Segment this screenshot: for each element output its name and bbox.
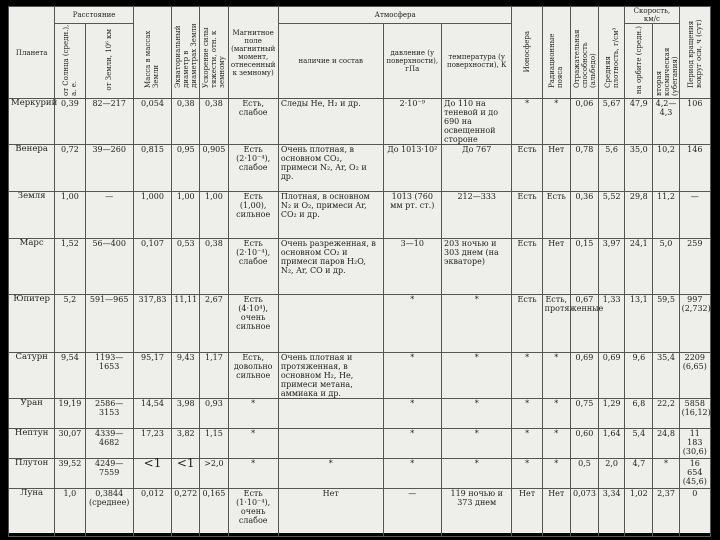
- cell-gravity: 0,93: [200, 399, 228, 429]
- header-diameter: Экваториальный диаметр в диаметрах Земли: [172, 7, 200, 99]
- header-albedo: Отражательная способность (альбедо): [570, 7, 598, 99]
- cell-gravity: 1,00: [200, 192, 228, 239]
- cell-composition: Очень разреженная, в основном CO₂ и примеси паров H₂O, N₂, Ar, CO и др.: [278, 239, 383, 295]
- cell-radiation: Есть: [542, 192, 570, 239]
- header-atm-composition: наличие и состав: [278, 24, 383, 99]
- header-row-top: [9, 7, 711, 24]
- table-row: [9, 99, 711, 145]
- cell-dist-sun: 9,54: [55, 353, 85, 399]
- cell-diameter: 11,11: [172, 295, 200, 353]
- cell-escape-speed: 2,37: [653, 489, 679, 537]
- header-magnetic-field: Магнитное поле (магнитный момент, отнесенный к земному): [228, 7, 278, 99]
- header-dist-sun: от Солнца (средн.), а. е.: [55, 24, 85, 99]
- cell-rotation: 5858 (16,12): [679, 399, 710, 429]
- cell-radiation: *: [542, 353, 570, 399]
- cell-escape-speed: 10,2: [653, 145, 679, 192]
- cell-magnetic: Есть (2·10⁻⁴), слабое: [228, 145, 278, 192]
- cell-escape-speed: 4,2—4,3: [653, 99, 679, 145]
- header-gravity: Ускорение силы тяжести, отн. к земному: [200, 7, 228, 99]
- cell-magnetic: *: [228, 399, 278, 429]
- cell-rotation: 0: [679, 489, 710, 537]
- header-dist-earth: от Земли, 10⁶ км: [85, 24, 133, 99]
- cell-dist-earth: 56—400: [85, 239, 133, 295]
- cell-planet: Сатурн: [9, 353, 55, 399]
- cell-magnetic: Есть (1·10⁻⁴), очень слабое: [228, 489, 278, 537]
- cell-albedo: 0,75: [570, 399, 598, 429]
- cell-pressure: —: [383, 489, 441, 537]
- cell-gravity: 2,67: [200, 295, 228, 353]
- cell-density: 5,52: [599, 192, 625, 239]
- cell-dist-earth: 4339—4682: [85, 429, 133, 459]
- table-row: [9, 399, 711, 429]
- cell-density: 1,33: [599, 295, 625, 353]
- cell-mass: 0,054: [133, 99, 171, 145]
- cell-density: 1,64: [599, 429, 625, 459]
- cell-composition: [278, 399, 383, 429]
- cell-diameter: 9,43: [172, 353, 200, 399]
- cell-mass: 17,23: [133, 429, 171, 459]
- cell-composition: Плотная, в основном N₂ и O₂, примеси Ar, CO₂ и др.: [278, 192, 383, 239]
- cell-ionosphere: Есть: [512, 239, 542, 295]
- cell-planet: Марс: [9, 239, 55, 295]
- cell-planet: Венера: [9, 145, 55, 192]
- cell-escape-speed: 35,4: [653, 353, 679, 399]
- cell-temperature: *: [441, 353, 511, 399]
- cell-orbital-speed: 24,1: [625, 239, 653, 295]
- cell-density: 5,67: [599, 99, 625, 145]
- cell-magnetic: Есть (1,00), сильное: [228, 192, 278, 239]
- cell-escape-speed: 22,2: [653, 399, 679, 429]
- cell-diameter: 0,272: [172, 489, 200, 537]
- planet-data-table: [8, 6, 711, 537]
- cell-pressure: *: [383, 429, 441, 459]
- cell-composition: [278, 295, 383, 353]
- cell-density: 2,0: [599, 459, 625, 489]
- cell-planet: Земля: [9, 192, 55, 239]
- cell-mass: 0,107: [133, 239, 171, 295]
- cell-pressure: *: [383, 399, 441, 429]
- cell-radiation: Нет: [542, 145, 570, 192]
- cell-albedo: 0,5: [570, 459, 598, 489]
- cell-pressure: *: [383, 295, 441, 353]
- cell-albedo: 0,36: [570, 192, 598, 239]
- cell-rotation: 11 183 (30,6): [679, 429, 710, 459]
- cell-ionosphere: Есть: [512, 192, 542, 239]
- cell-rotation: 106: [679, 99, 710, 145]
- cell-gravity: 0,38: [200, 99, 228, 145]
- cell-planet: Нептун: [9, 429, 55, 459]
- cell-density: 1,29: [599, 399, 625, 429]
- cell-gravity: 0,38: [200, 239, 228, 295]
- cell-albedo: 0,67: [570, 295, 598, 353]
- cell-temperature: До 110 на теневой и до 690 на освещенной стороне: [441, 99, 511, 145]
- cell-composition: [278, 429, 383, 459]
- cell-escape-speed: 59,5: [653, 295, 679, 353]
- cell-mass: 1,000: [133, 192, 171, 239]
- cell-dist-earth: 1193—1653: [85, 353, 133, 399]
- cell-radiation: *: [542, 99, 570, 145]
- cell-dist-earth: 4249—7559: [85, 459, 133, 489]
- cell-mass: 0,815: [133, 145, 171, 192]
- cell-albedo: 0,78: [570, 145, 598, 192]
- header-atm-temperature: температура (у поверхности), К: [441, 24, 511, 99]
- planet-data-table-sheet: [8, 6, 711, 533]
- cell-orbital-speed: 6,8: [625, 399, 653, 429]
- cell-dist-sun: 39,52: [55, 459, 85, 489]
- cell-dist-earth: 39—260: [85, 145, 133, 192]
- cell-escape-speed: *: [653, 459, 679, 489]
- cell-mass: <1: [133, 459, 171, 489]
- cell-radiation: Нет: [542, 239, 570, 295]
- cell-albedo: 0,69: [570, 353, 598, 399]
- cell-gravity: >2,0: [200, 459, 228, 489]
- cell-dist-earth: 0,3844 (среднее): [85, 489, 133, 537]
- cell-pressure: До 1013·10²: [383, 145, 441, 192]
- cell-orbital-speed: 13,1: [625, 295, 653, 353]
- cell-ionosphere: *: [512, 429, 542, 459]
- cell-orbital-speed: 1,02: [625, 489, 653, 537]
- cell-temperature: *: [441, 429, 511, 459]
- cell-mass: 0,012: [133, 489, 171, 537]
- cell-ionosphere: *: [512, 459, 542, 489]
- cell-diameter: 3,82: [172, 429, 200, 459]
- cell-dist-sun: 1,00: [55, 192, 85, 239]
- header-density: Средняя плотность, г/см³: [599, 7, 625, 99]
- table-row: [9, 295, 711, 353]
- cell-temperature: 119 ночью и 373 днем: [441, 489, 511, 537]
- cell-escape-speed: 24,8: [653, 429, 679, 459]
- cell-orbital-speed: 35,0: [625, 145, 653, 192]
- cell-dist-sun: 30,07: [55, 429, 85, 459]
- cell-magnetic: *: [228, 429, 278, 459]
- cell-density: 0,69: [599, 353, 625, 399]
- cell-albedo: 0,15: [570, 239, 598, 295]
- table-row: [9, 429, 711, 459]
- cell-gravity: 1,15: [200, 429, 228, 459]
- cell-orbital-speed: 5,4: [625, 429, 653, 459]
- cell-albedo: 0,06: [570, 99, 598, 145]
- cell-temperature: 203 ночью и 303 днем (на экваторе): [441, 239, 511, 295]
- table-row: [9, 489, 711, 537]
- header-distance-group: Расстояние: [55, 7, 134, 24]
- cell-diameter: 3,98: [172, 399, 200, 429]
- cell-magnetic: Есть (4·10⁴), очень сильное: [228, 295, 278, 353]
- cell-pressure: 1013 (760 мм рт. ст.): [383, 192, 441, 239]
- cell-magnetic: Есть (2·10⁻⁴), слабое: [228, 239, 278, 295]
- cell-rotation: 146: [679, 145, 710, 192]
- header-atmosphere-group: Атмосфера: [278, 7, 512, 24]
- cell-radiation: Есть, протяженные: [542, 295, 570, 353]
- cell-gravity: 0,165: [200, 489, 228, 537]
- cell-gravity: 0,905: [200, 145, 228, 192]
- cell-diameter: <1: [172, 459, 200, 489]
- cell-gravity: 1,17: [200, 353, 228, 399]
- cell-dist-sun: 1,52: [55, 239, 85, 295]
- header-planet: Планета: [9, 7, 55, 99]
- cell-pressure: *: [383, 459, 441, 489]
- cell-ionosphere: *: [512, 99, 542, 145]
- cell-orbital-speed: 4,7: [625, 459, 653, 489]
- cell-ionosphere: *: [512, 399, 542, 429]
- cell-diameter: 1,00: [172, 192, 200, 239]
- cell-planet: Юпитер: [9, 295, 55, 353]
- cell-albedo: 0,60: [570, 429, 598, 459]
- cell-magnetic: Есть, слабое: [228, 99, 278, 145]
- cell-escape-speed: 11,2: [653, 192, 679, 239]
- cell-magnetic: *: [228, 459, 278, 489]
- cell-ionosphere: Нет: [512, 489, 542, 537]
- cell-pressure: *: [383, 353, 441, 399]
- header-ionosphere: Ионосфера: [512, 7, 542, 99]
- cell-temperature: *: [441, 295, 511, 353]
- cell-composition: Очень плотная и протяженная, в основном H₂, He, примеси метана, аммиака и др.: [278, 353, 383, 399]
- cell-radiation: *: [542, 399, 570, 429]
- cell-orbital-speed: 9,6: [625, 353, 653, 399]
- cell-density: 3,34: [599, 489, 625, 537]
- table-row: [9, 239, 711, 295]
- cell-rotation: 16 654 (45,6): [679, 459, 710, 489]
- cell-temperature: *: [441, 399, 511, 429]
- cell-diameter: 0,38: [172, 99, 200, 145]
- cell-orbital-speed: 29,8: [625, 192, 653, 239]
- table-row: [9, 192, 711, 239]
- cell-composition: Очень плотная, в основном CO₂, примеси N₂, Ar, O₂ и др.: [278, 145, 383, 192]
- cell-mass: 14,54: [133, 399, 171, 429]
- cell-ionosphere: *: [512, 353, 542, 399]
- table-row: [9, 353, 711, 399]
- header-atm-pressure: давление (у поверхности), гПа: [383, 24, 441, 99]
- header-mass: Масса в массах Земли: [133, 7, 171, 99]
- cell-rotation: 2209 (6,65): [679, 353, 710, 399]
- cell-albedo: 0,073: [570, 489, 598, 537]
- cell-diameter: 0,95: [172, 145, 200, 192]
- cell-radiation: *: [542, 429, 570, 459]
- cell-dist-earth: 591—965: [85, 295, 133, 353]
- cell-magnetic: Есть, довольно сильное: [228, 353, 278, 399]
- header-rotation: Период вращения вокруг оси, ч (сут): [679, 7, 710, 99]
- cell-planet: Уран: [9, 399, 55, 429]
- table-row: [9, 459, 711, 489]
- cell-rotation: 259: [679, 239, 710, 295]
- cell-dist-sun: 0,72: [55, 145, 85, 192]
- cell-composition: Нет: [278, 489, 383, 537]
- cell-composition: Следы He, H₂ и др.: [278, 99, 383, 145]
- cell-dist-earth: —: [85, 192, 133, 239]
- table-row: [9, 145, 711, 192]
- cell-density: 3,97: [599, 239, 625, 295]
- cell-ionosphere: Есть: [512, 145, 542, 192]
- cell-dist-sun: 0,39: [55, 99, 85, 145]
- cell-planet: Луна: [9, 489, 55, 537]
- header-radiation-belts: Радиационные пояса: [542, 7, 570, 99]
- cell-rotation: —: [679, 192, 710, 239]
- cell-density: 5,6: [599, 145, 625, 192]
- header-speed-group: Скорость, км/с: [625, 7, 679, 24]
- cell-dist-sun: 19,19: [55, 399, 85, 429]
- cell-composition: *: [278, 459, 383, 489]
- cell-radiation: *: [542, 459, 570, 489]
- cell-ionosphere: Есть: [512, 295, 542, 353]
- cell-pressure: 3—10: [383, 239, 441, 295]
- cell-rotation: 997 (2,732): [679, 295, 710, 353]
- cell-mass: 317,83: [133, 295, 171, 353]
- cell-diameter: 0,53: [172, 239, 200, 295]
- cell-radiation: Нет: [542, 489, 570, 537]
- cell-pressure: 2·10⁻⁹: [383, 99, 441, 145]
- cell-dist-earth: 2586—3153: [85, 399, 133, 429]
- cell-planet: Меркурий: [9, 99, 55, 145]
- cell-temperature: До 767: [441, 145, 511, 192]
- header-escape-speed: вторая космическая (убегания): [653, 24, 679, 99]
- cell-temperature: 212—333: [441, 192, 511, 239]
- cell-escape-speed: 5,0: [653, 239, 679, 295]
- header-orbital-speed: на орбите (средн.): [625, 24, 653, 99]
- cell-dist-sun: 1,0: [55, 489, 85, 537]
- cell-temperature: *: [441, 459, 511, 489]
- cell-planet: Плутон: [9, 459, 55, 489]
- cell-orbital-speed: 47,9: [625, 99, 653, 145]
- cell-mass: 95,17: [133, 353, 171, 399]
- cell-dist-earth: 82—217: [85, 99, 133, 145]
- cell-dist-sun: 5,2: [55, 295, 85, 353]
